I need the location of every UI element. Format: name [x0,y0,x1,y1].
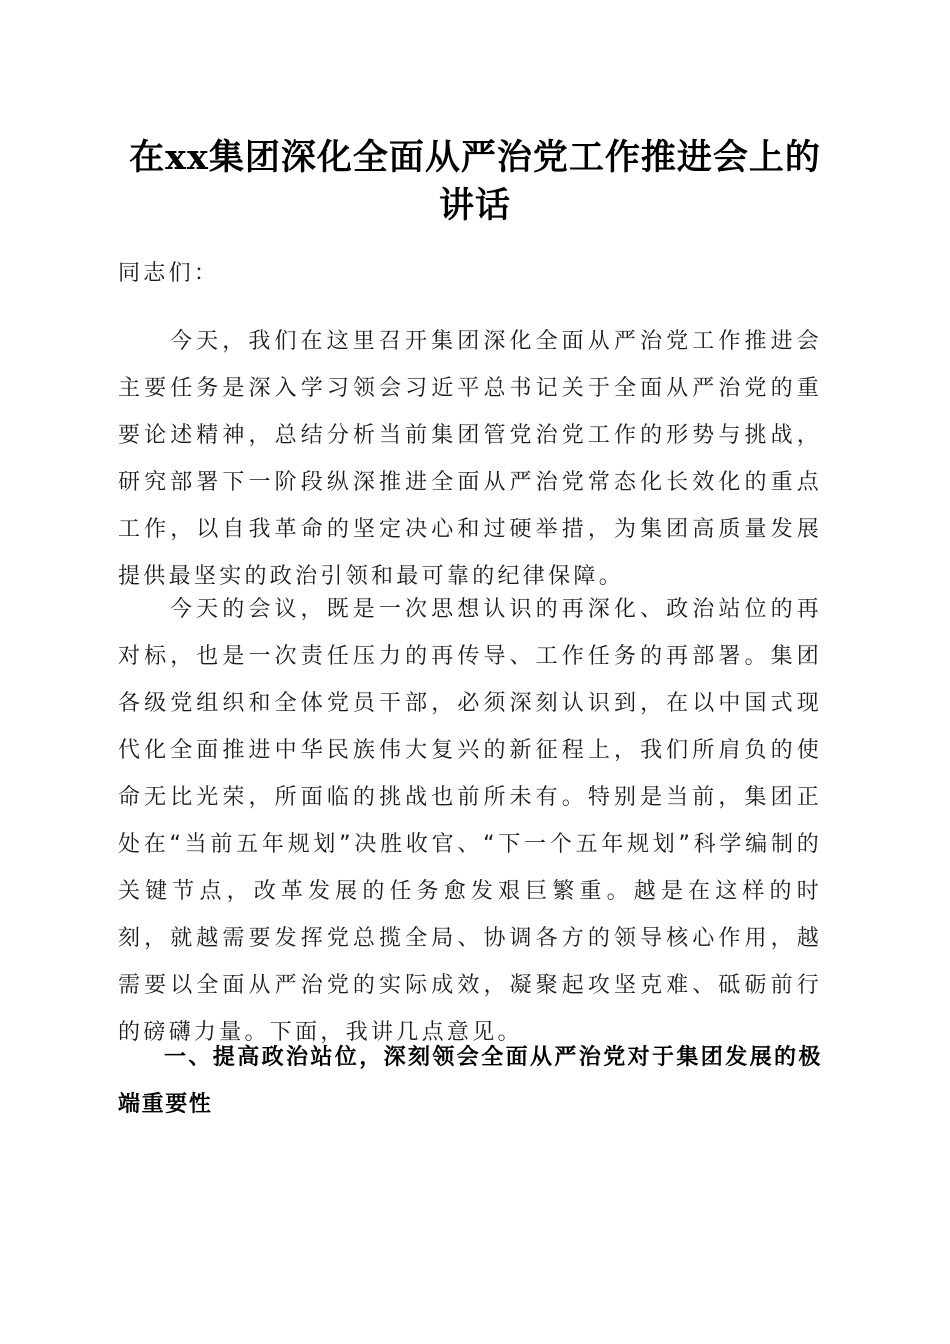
paragraph-context: 今天的会议，既是一次思想认识的再深化、政治站位的再对标，也是一次责任压力的再传导、工作任务的再部署。集团各级党组织和全体党员干部，必须深刻认识到，在以中国式现代化全面推进中华民族伟大复兴的新征程上，我们所肩负的使命无比光荣，所面临的挑战也前所未有。特别是当前，集团正处在“当前五年规划”决胜收官、“下一个五年规划”科学编制的关键节点，改革发展的任务愈发艰巨繁重。越是在这样的时刻，就越需要发挥党总揽全局、协调各方的领导核心作用，越需要以全面从严治党的实际成效，凝聚起攻坚克难、砥砺前行的磅礴力量。下面，我讲几点意见。 [118,597,822,1045]
section-heading-1: 一、提高政治站位，深刻领会全面从严治党对于集团发展的极端重要性 [118,1045,822,1117]
greeting: 同志们： [118,261,220,286]
document-title: 在xx集团深化全面从严治党工作推进会上的讲话 [129,137,821,226]
paragraph-opening: 今天，我们在这里召开集团深化全面从严治党工作推进会主要任务是深入学习领会习近平总书记关于全面从严治党的重要论述精神，总结分析当前集团管党治党工作的形势与挑战，研究部署下一阶段纵深推进全面从严治党常态化长效化的重点工作，以自我革命的坚定决心和过硬举措，为集团高质量发展提供最坚实的政治引领和最可靠的纪律保障。 [118,329,822,589]
